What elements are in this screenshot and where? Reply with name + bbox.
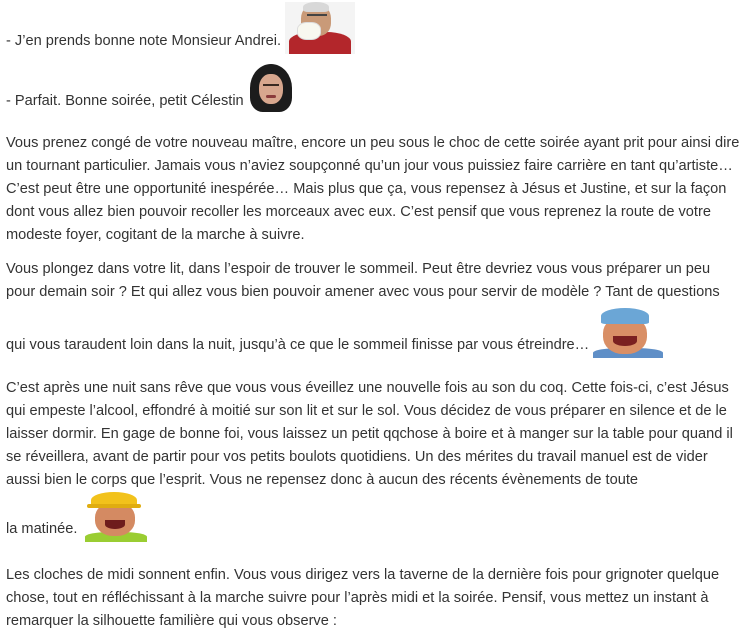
dark-haired-face-sticker	[248, 62, 294, 114]
paragraph: Vous prenez congé de votre nouveau maître, encore un peu sous le choc de cette soirée ayant prit pour ainsi dire un tournant particulier. Jamais vous n’aviez soupçonné qu’un jour vous puissiez faire carrière en tant qu’artiste… C’est peut être une opportunité inespérée… Mais plus que ça, vous repensez à Jésus et Justine, et sur la façon dont vous allez bien pouvoir recoller les morceaux avec eux. C’est pensif que vous reprenez la route de votre modeste foyer, cogitant de la marche à suivre.	[6, 135, 740, 243]
paragraph: Vous plongez dans votre lit, dans l’espoir de trouver le sommeil. Peut être devriez vous vous préparer un peu pour demain soir ? Et qui allez vous bien pouvoir amener avec vous pour servir de modèle ? Tant de questions	[6, 261, 720, 300]
dialogue-line-andrei-reply	[6, 2, 355, 54]
laughing-man-hard-hat-sticker	[81, 490, 151, 542]
laughing-man-blue-cap-sticker	[593, 306, 663, 358]
dialogue-line-celestin	[6, 62, 294, 114]
paragraph-end-with-sticker	[6, 306, 663, 358]
paragraph: Les cloches de midi sonnent enfin. Vous vous dirigez vers la taverne de la dernière fois pour grignoter quelque chose, tout en réfléchissant à la marche suivre pour l’après midi et la soirée. Pensif, vous mettez un instant à remarquer la silhouette familière qui vous observe :	[6, 567, 720, 629]
paragraph-text: qui vous taraudent loin dans la nuit, jusqu’à ce que le sommeil finisse par vous étreindre…	[6, 337, 590, 353]
paragraph: C’est après une nuit sans rêve que vous vous éveillez une nouvelle fois au son du coq. Cette fois-ci, c’est Jésus qui empeste l’alcool, effondré à moitié sur son lit et sur le sol. Vous décidez de vous préparer en silence et de le laisser dormir. En gage de bonne foi, vous laissez un petit qqchose à boire et à manger sur la table pour quand il se réveillera, avant de partir pour vos petits boulots quotidiens. Un des mérites du travail manuel est de vider aussi bien le corps que l’esprit. Vous ne repensez donc à aucun des récents évènements de toute	[6, 380, 733, 488]
dialogue-text: - J’en prends bonne note Monsieur Andrei.	[6, 33, 282, 49]
paragraph-end-with-sticker	[6, 490, 151, 542]
paragraph-text: la matinée.	[6, 521, 78, 537]
crying-old-man-sticker	[285, 2, 355, 54]
dialogue-text: - Parfait. Bonne soirée, petit Célestin	[6, 93, 244, 109]
